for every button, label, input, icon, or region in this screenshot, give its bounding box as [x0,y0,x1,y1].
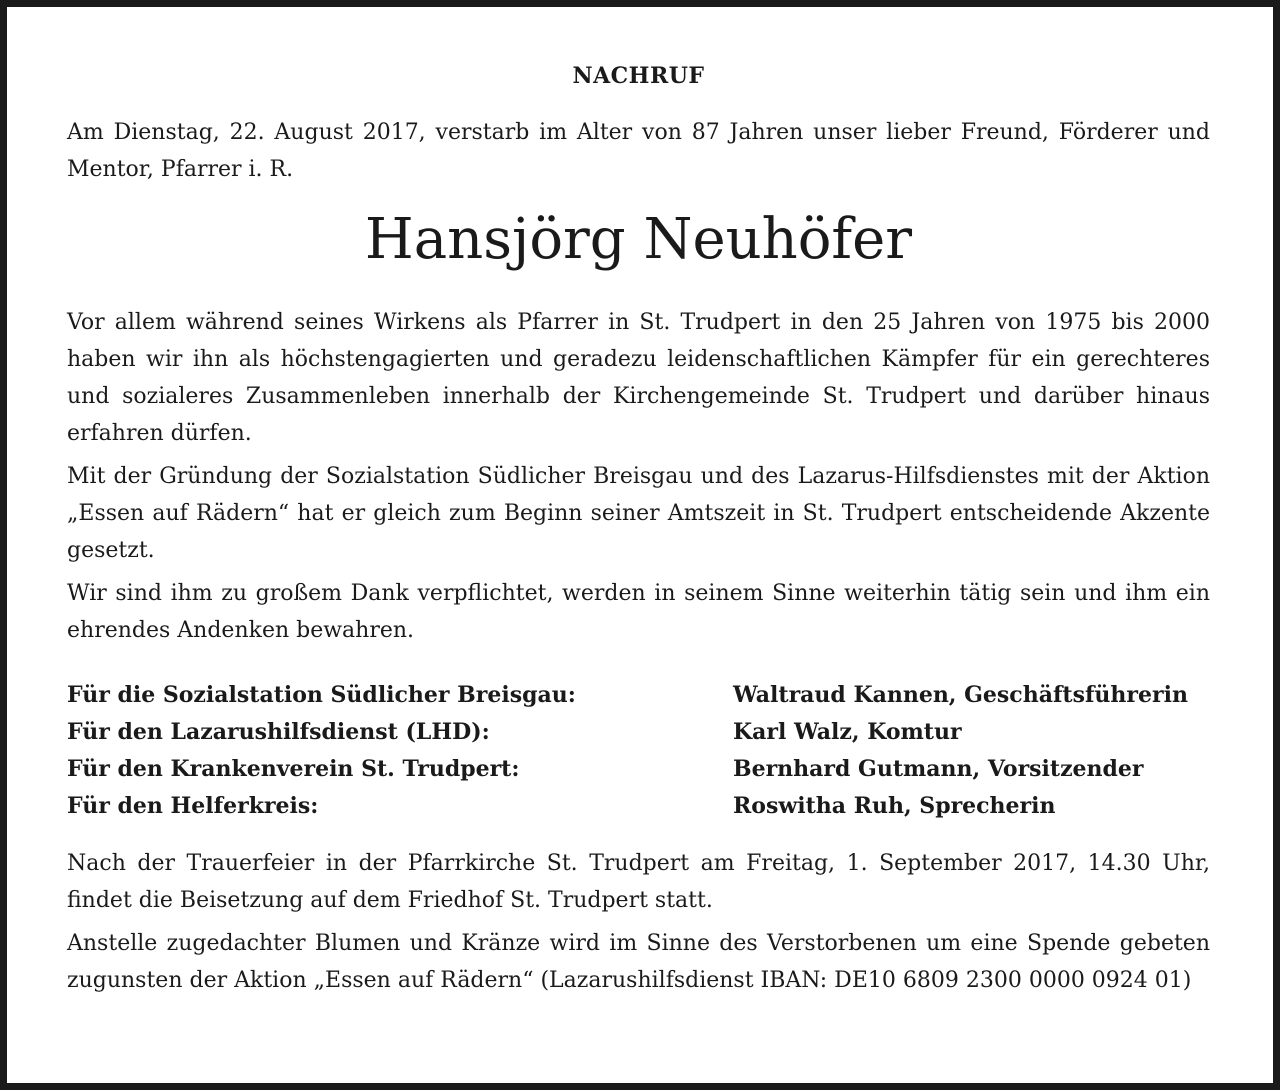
paragraph-funeral: Nach der Trauerfeier in der Pfarrkirche St. Trudpert am Freitag, 1. September 2017, 14.30 Uhr, findet die Beisetzung auf dem Friedhof St. Trudpert statt. [67,851,1210,913]
intro-paragraph: Am Dienstag, 22. August 2017, verstarb im Alter von 87 Jahren unser lieber Freund, Förderer und Mentor, Pfarrer i. R. [67,120,1210,182]
notice-heading: NACHRUF [572,63,705,89]
signature-org: Für die Sozialstation Südlicher Breisgau: [67,682,576,708]
signature-org: Für den Helferkreis: [67,793,319,819]
obituary-notice [67,58,1210,999]
signature-row [67,788,1210,825]
signature-row [67,714,1210,751]
signature-person: Waltraud Kannen, Geschäftsführerin [733,682,1188,708]
signature-row [67,677,1210,714]
signature-person: Roswitha Ruh, Sprecherin [733,793,1056,819]
signature-row [67,751,1210,788]
deceased-name: Hansjörg Neuhöfer [364,207,913,272]
paragraph-founding: Mit der Gründung der Sozialstation Südlicher Breisgau und des Lazarus-Hilfsdienstes mit der Aktion „Essen auf Rädern“ hat er gleich zum Beginn seiner Amtszeit in St. Trudpert entscheidende Akzente gesetzt. [67,464,1210,563]
signature-org: Für den Krankenverein St. Trudpert: [67,756,520,782]
signature-block [67,677,1210,825]
paragraph-work: Vor allem während seines Wirkens als Pfarrer in St. Trudpert in den 25 Jahren von 1975 bis 2000 haben wir ihn als höchstengagierten und geradezu leidenschaftlichen Kämpfer für ein gerechteres und sozialeres Zusammenleben innerhalb der Kirchengemeinde St. Trudpert und darüber hinaus erfahren dürfen. [67,310,1210,446]
signature-org: Für den Lazarushilfsdienst (LHD): [67,719,490,745]
paragraph-thanks: Wir sind ihm zu großem Dank verpflichtet, werden in seinem Sinne weiterhin tätig sein und ihm ein ehrendes Andenken bewahren. [67,581,1210,643]
signature-person: Bernhard Gutmann, Vorsitzender [733,756,1144,782]
paragraph-donation: Anstelle zugedachter Blumen und Kränze wird im Sinne des Verstorbenen um eine Spende gebeten zugunsten der Aktion „Essen auf Rädern“ (Lazarushilfsdienst IBAN: DE10 6809 2300 0000 0924 01) [67,931,1210,993]
signature-person: Karl Walz, Komtur [733,719,962,745]
